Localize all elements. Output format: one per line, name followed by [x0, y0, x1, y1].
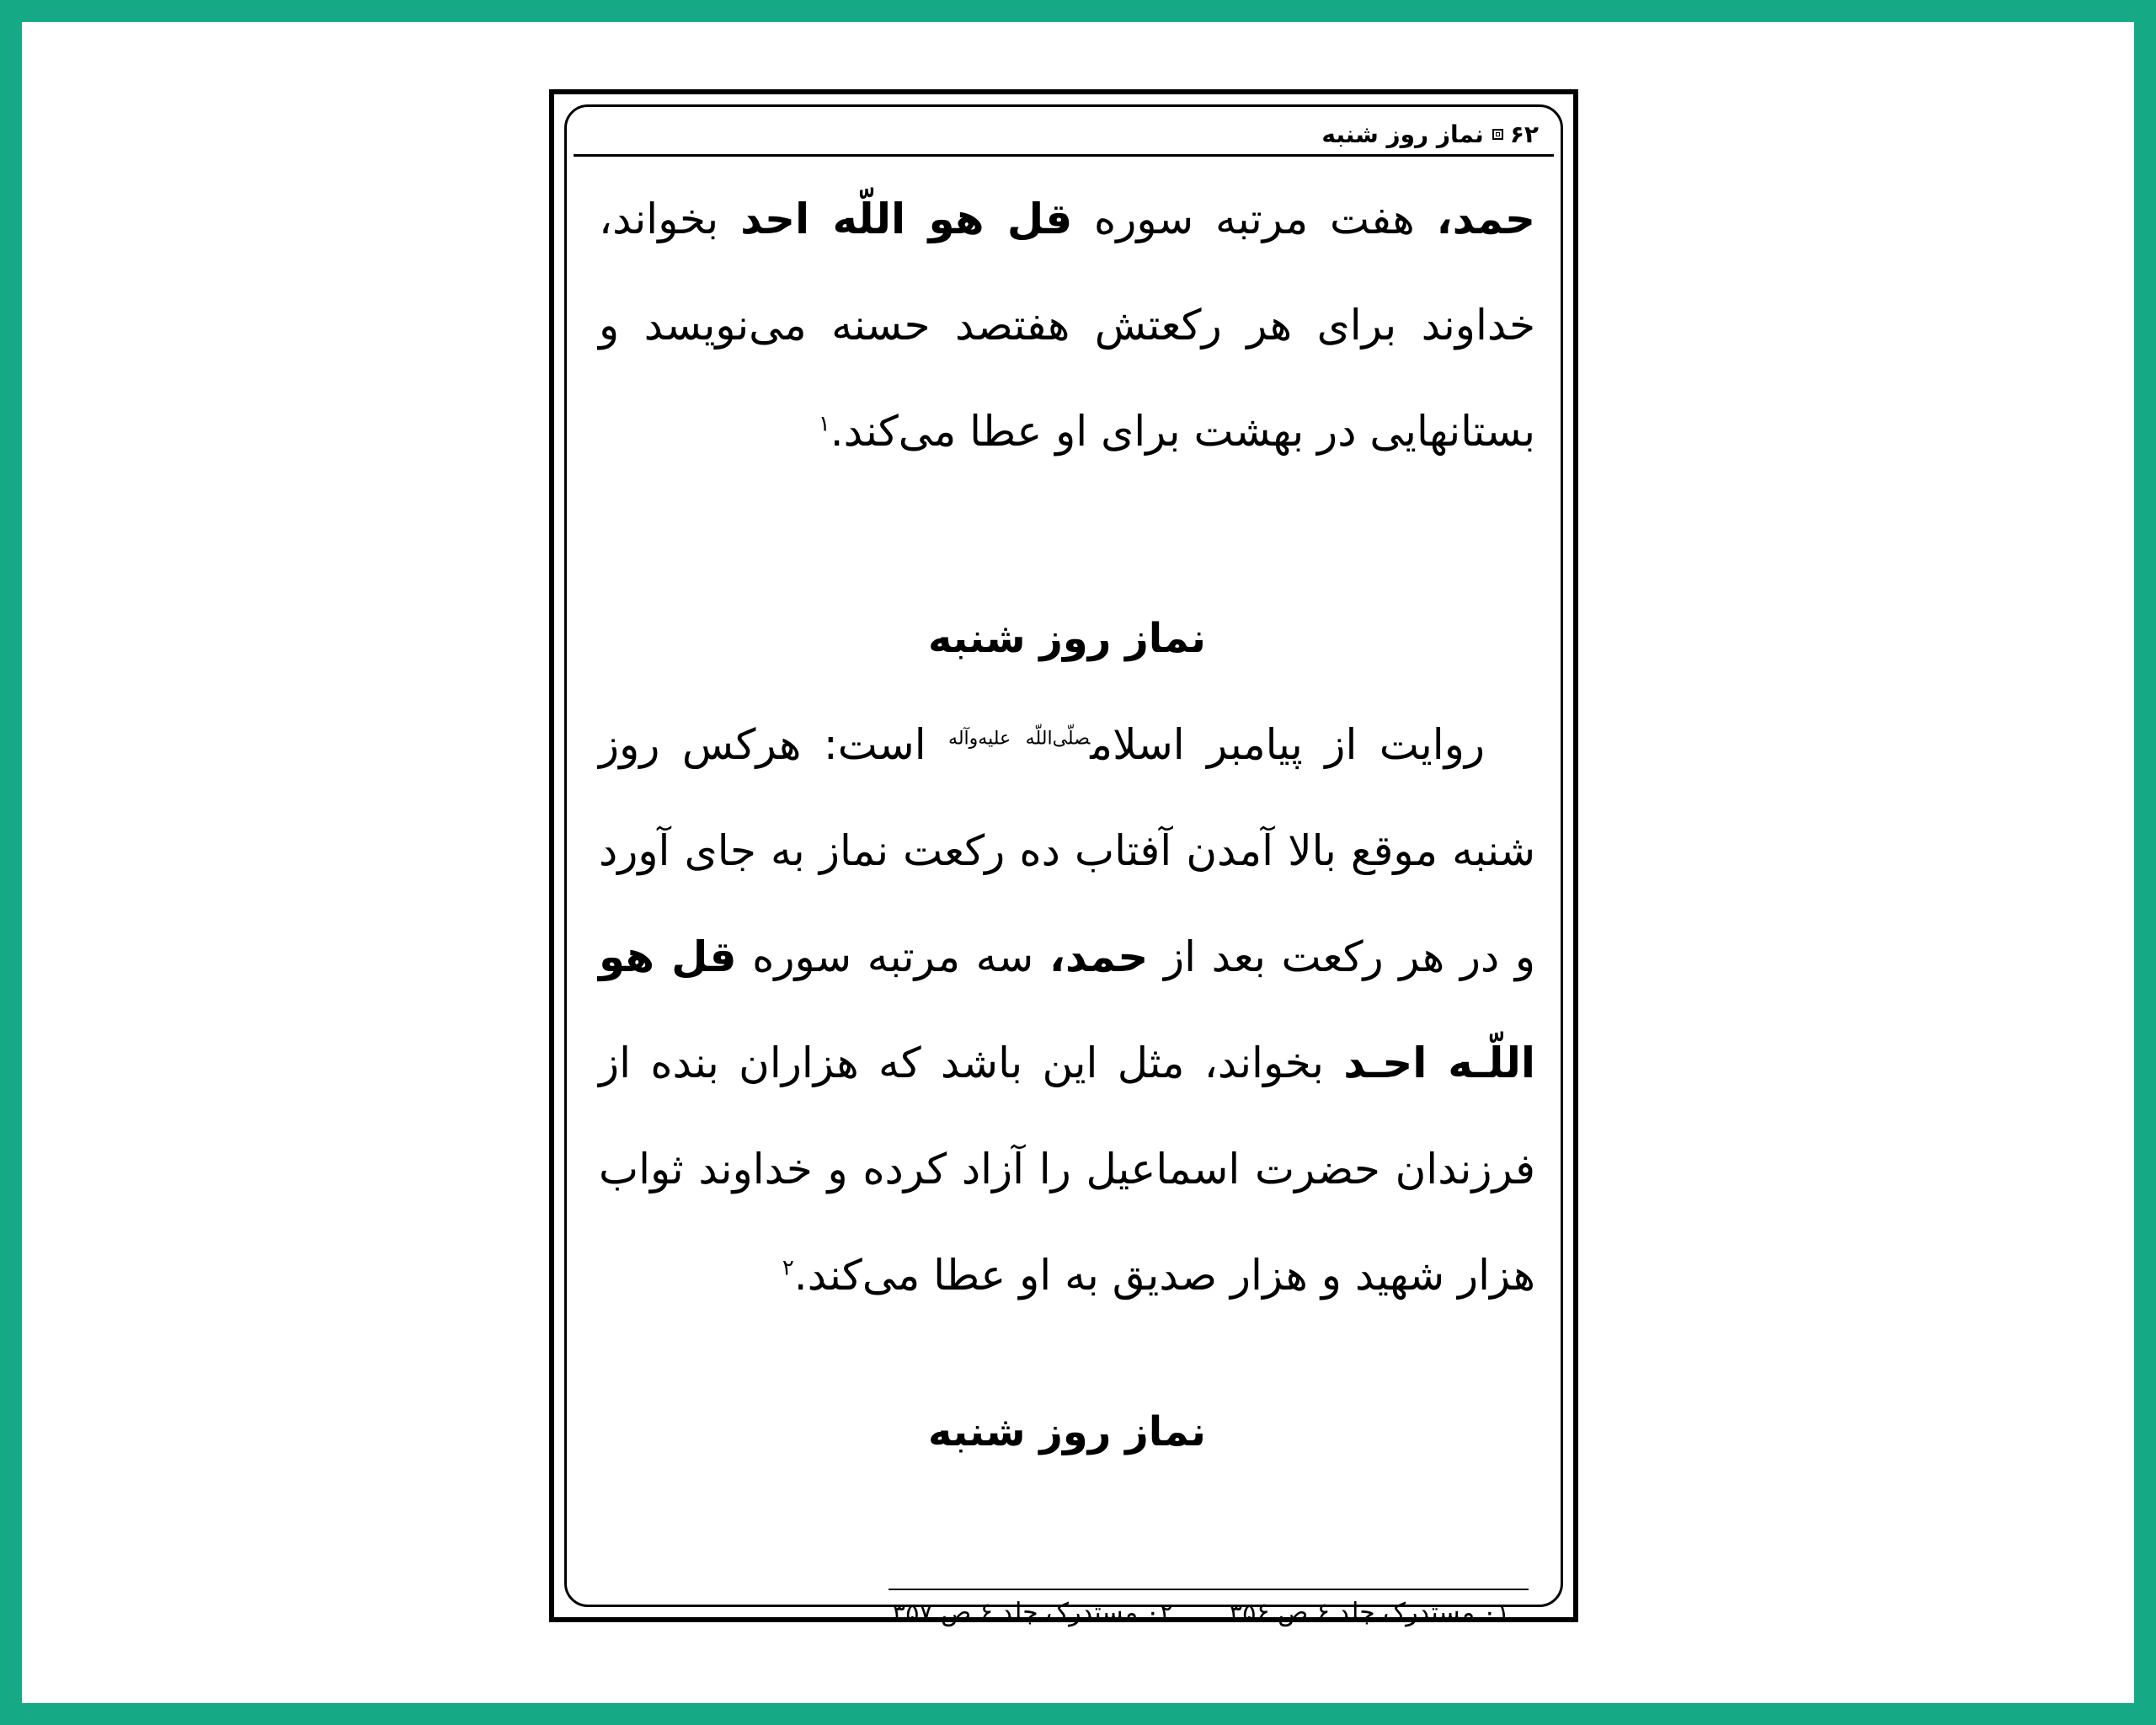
text-run: هفت مرتبه سوره: [1072, 195, 1437, 243]
bold-term: حمد،: [1436, 195, 1536, 243]
bold-term: قل هو اللّـه احـد: [599, 932, 1536, 1087]
paragraph-2: [599, 692, 1535, 1328]
page-number: ۶۲: [1509, 120, 1539, 148]
section-title: نماز روز شنبه: [928, 1408, 1206, 1455]
text-run: بخواند، مثل این باشد که هزاران بنده از فرزندان حضرت اسماعیل را آزاد کرده و خداوند ثواب هزار شهید و هزار صدیق به او عطا می‌کند.: [599, 1039, 1535, 1300]
book-page: [549, 89, 1578, 1627]
paragraph-1: [599, 166, 1535, 484]
footnotes: [617, 1598, 1510, 1627]
main-text: [599, 166, 1535, 1485]
running-header: [589, 115, 1539, 152]
text-run: روایت از پیامبر اسلام: [1090, 720, 1485, 769]
text-run: است: هرکس روز شنبه موقع بالا آمدن آفتاب ده رکعت نماز به جای آورد و در هر رکعت بعد از: [599, 720, 1535, 981]
header-divider: [574, 154, 1554, 157]
text-run: بخواند، خداوند برای هر رکعتش هفتصد حسنه می‌نویسد و بستانهایی در بهشت برای او عطا می‌کند.: [599, 195, 1535, 456]
footnote-marker: ۲: [782, 1255, 794, 1281]
footnote: ۰۱ مستدرک جلد ۶ ص ۳۵۶.: [1220, 1598, 1510, 1627]
page-background: [22, 22, 2134, 1703]
footnote: ۰۲ مستدرک جلد ۶ ص ۳۵۷.: [883, 1598, 1173, 1627]
bold-term: قل هو اللّه احد: [740, 195, 1073, 243]
honorific-glyph: صلّی‌اللّه علیه‌وآله: [948, 728, 1091, 750]
footnote-marker: ۱: [818, 411, 830, 437]
square-ornament-icon: [1492, 129, 1503, 140]
header-title: نماز روز شنبه: [1321, 120, 1484, 148]
section-title: نماز روز شنبه: [928, 615, 1206, 662]
text-run: سه مرتبه سوره: [736, 932, 1049, 981]
bold-term: حمد،: [1049, 932, 1149, 981]
section-gap: [599, 484, 1535, 585]
section-gap: [599, 1328, 1535, 1379]
footnote-divider: [889, 1589, 1529, 1590]
page-frame: [564, 104, 1563, 1627]
